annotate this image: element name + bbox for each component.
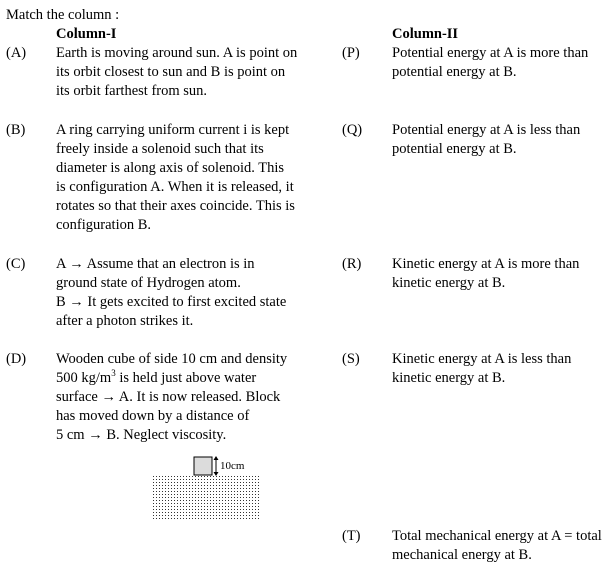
item-c-text [56, 255, 326, 331]
text-line: after a photon strikes it. [56, 313, 194, 329]
item-b-label: (B) [6, 122, 26, 138]
option-r-text [392, 255, 612, 293]
column-ii-heading: Column-II [392, 26, 459, 42]
text-line: A ring carrying uniform current i is kept [56, 122, 290, 138]
text-line: Wooden cube of side 10 cm and density [56, 351, 288, 367]
item-c-label: (C) [6, 256, 26, 272]
density-exponent: 3 [111, 368, 116, 379]
text-line: mechanical energy at B. [392, 547, 532, 563]
text-line: Potential energy at A is more than [392, 45, 589, 61]
text-line: potential energy at B. [392, 64, 517, 80]
text-line [56, 369, 326, 388]
option-t-text [392, 527, 612, 565]
item-a-text [56, 44, 326, 101]
text-line: Potential energy at A is less than [392, 122, 581, 138]
dimension-arrow [214, 456, 219, 476]
option-s-text [392, 350, 612, 388]
text-line: is configuration A. When it is released, it [56, 179, 294, 195]
option-p-text [392, 44, 612, 82]
text-line: Earth is moving around sun. A is point on [56, 45, 298, 61]
cube-size-label: 10cm [220, 460, 245, 472]
option-t-label: (T) [342, 528, 361, 544]
text-line: A → Assume that an electron is in [56, 256, 255, 272]
option-r-label: (R) [342, 256, 362, 272]
option-q-text [392, 121, 612, 159]
text-line: potential energy at B. [392, 141, 517, 157]
text-line: kinetic energy at B. [392, 370, 506, 386]
option-p-label: (P) [342, 45, 360, 61]
item-b-text [56, 121, 326, 235]
option-s-label: (S) [342, 351, 360, 367]
text-line: Kinetic energy at A is more than [392, 256, 580, 272]
wooden-cube [194, 457, 212, 475]
item-a-label: (A) [6, 45, 27, 61]
text-line: freely inside a solenoid such that its [56, 141, 264, 157]
text-line: B → It gets excited to first excited state [56, 294, 287, 310]
option-q-label: (Q) [342, 122, 363, 138]
column-i-heading: Column-I [56, 26, 117, 42]
figure-svg [150, 455, 280, 525]
text-line: 5 cm → B. Neglect viscosity. [56, 427, 227, 443]
question-heading: Match the column : [6, 7, 120, 23]
text-line: kinetic energy at B. [392, 275, 506, 291]
text-line: has moved down by a distance of [56, 408, 250, 424]
density-suffix: is held just above water [115, 370, 257, 386]
cube-water-figure [150, 455, 280, 525]
text-line: configuration B. [56, 217, 152, 233]
text-line: rotates so that their axes coincide. This is [56, 198, 295, 214]
text-line: its orbit closest to sun and B is point on [56, 64, 286, 80]
text-line: surface → A. It is now released. Block [56, 389, 281, 405]
density-value: 500 kg/m [56, 370, 112, 386]
text-line: its orbit farthest from sun. [56, 83, 208, 99]
item-d-label: (D) [6, 351, 27, 367]
water-region [152, 475, 260, 521]
text-line: ground state of Hydrogen atom. [56, 275, 241, 291]
text-line: Kinetic energy at A is less than [392, 351, 572, 367]
text-line: diameter is along axis of solenoid. This [56, 160, 285, 176]
text-line: Total mechanical energy at A = total [392, 528, 602, 544]
item-d-text [56, 350, 326, 445]
